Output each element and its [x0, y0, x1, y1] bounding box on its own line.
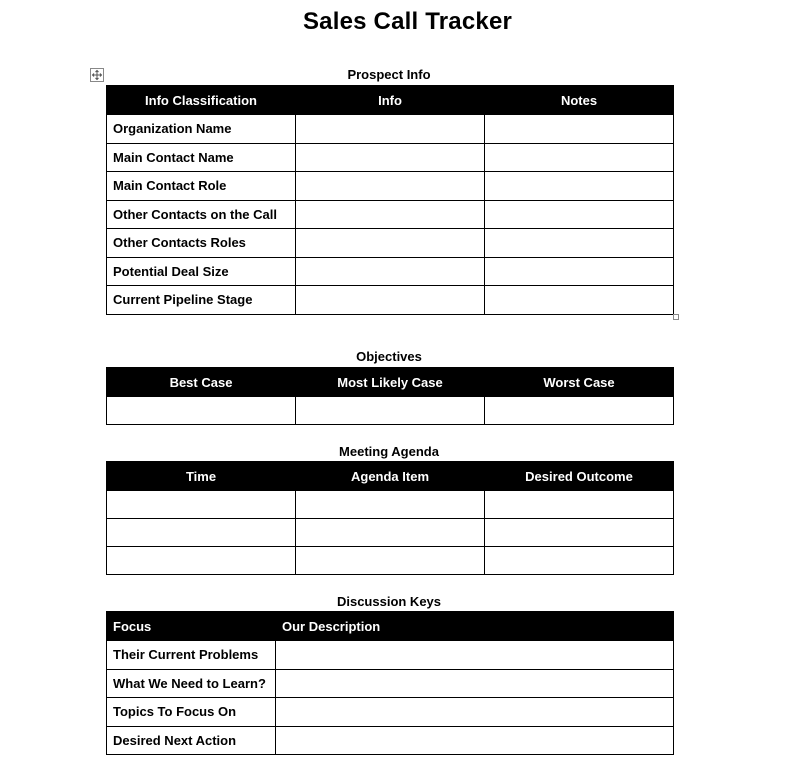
table-header-row — [107, 462, 674, 491]
time-cell[interactable] — [107, 547, 296, 575]
document-title: Sales Call Tracker — [302, 8, 513, 35]
table-move-handle-icon[interactable] — [90, 68, 104, 82]
header-worst-case: Worst Case — [485, 368, 674, 397]
prospect-info-caption: Prospect Info — [347, 67, 431, 82]
notes-cell[interactable] — [485, 229, 674, 258]
header-our-description: Our Description — [276, 612, 674, 641]
agenda-item-cell[interactable] — [296, 547, 485, 575]
row-label: Main Contact Role — [107, 172, 296, 201]
table-row — [107, 547, 674, 575]
row-label: Other Contacts Roles — [107, 229, 296, 258]
header-info-classification: Info Classification — [107, 86, 296, 115]
meeting-agenda-caption: Meeting Agenda — [339, 444, 439, 459]
row-label: Organization Name — [107, 115, 296, 144]
worst-case-cell[interactable] — [485, 397, 674, 425]
info-cell[interactable] — [296, 172, 485, 201]
notes-cell[interactable] — [485, 286, 674, 315]
row-label: Potential Deal Size — [107, 257, 296, 286]
description-cell[interactable] — [276, 726, 674, 755]
table-resize-handle-icon[interactable] — [673, 314, 679, 320]
row-label: Other Contacts on the Call — [107, 200, 296, 229]
table-row — [107, 397, 674, 425]
info-cell[interactable] — [296, 286, 485, 315]
row-label: Current Pipeline Stage — [107, 286, 296, 315]
table-row — [107, 200, 674, 229]
discussion-keys-caption: Discussion Keys — [336, 594, 442, 609]
header-info: Info — [296, 86, 485, 115]
time-cell[interactable] — [107, 519, 296, 547]
notes-cell[interactable] — [485, 172, 674, 201]
table-row — [107, 115, 674, 144]
header-time: Time — [107, 462, 296, 491]
objectives-table — [106, 367, 674, 425]
table-row — [107, 641, 674, 670]
table-row — [107, 519, 674, 547]
table-row — [107, 698, 674, 727]
table-row — [107, 229, 674, 258]
info-cell[interactable] — [296, 115, 485, 144]
desired-outcome-cell[interactable] — [485, 491, 674, 519]
table-row — [107, 286, 674, 315]
header-most-likely-case: Most Likely Case — [296, 368, 485, 397]
info-cell[interactable] — [296, 143, 485, 172]
header-notes: Notes — [485, 86, 674, 115]
best-case-cell[interactable] — [107, 397, 296, 425]
info-cell[interactable] — [296, 257, 485, 286]
row-label: Desired Next Action — [107, 726, 276, 755]
info-cell[interactable] — [296, 229, 485, 258]
table-row — [107, 143, 674, 172]
meeting-agenda-table — [106, 461, 674, 575]
description-cell[interactable] — [276, 641, 674, 670]
description-cell[interactable] — [276, 698, 674, 727]
row-label: Topics To Focus On — [107, 698, 276, 727]
row-label: Main Contact Name — [107, 143, 296, 172]
most-likely-case-cell[interactable] — [296, 397, 485, 425]
table-row — [107, 491, 674, 519]
table-row — [107, 669, 674, 698]
header-desired-outcome: Desired Outcome — [485, 462, 674, 491]
time-cell[interactable] — [107, 491, 296, 519]
table-header-row — [107, 86, 674, 115]
header-agenda-item: Agenda Item — [296, 462, 485, 491]
notes-cell[interactable] — [485, 200, 674, 229]
table-row — [107, 726, 674, 755]
header-focus: Focus — [107, 612, 276, 641]
notes-cell[interactable] — [485, 143, 674, 172]
desired-outcome-cell[interactable] — [485, 547, 674, 575]
row-label: What We Need to Learn? — [107, 669, 276, 698]
agenda-item-cell[interactable] — [296, 519, 485, 547]
table-header-row — [107, 612, 674, 641]
notes-cell[interactable] — [485, 257, 674, 286]
row-label: Their Current Problems — [107, 641, 276, 670]
objectives-caption: Objectives — [356, 349, 422, 364]
discussion-keys-table — [106, 611, 674, 755]
notes-cell[interactable] — [485, 115, 674, 144]
desired-outcome-cell[interactable] — [485, 519, 674, 547]
prospect-info-table — [106, 85, 674, 315]
agenda-item-cell[interactable] — [296, 491, 485, 519]
header-best-case: Best Case — [107, 368, 296, 397]
table-header-row — [107, 368, 674, 397]
table-row — [107, 172, 674, 201]
table-row — [107, 257, 674, 286]
info-cell[interactable] — [296, 200, 485, 229]
description-cell[interactable] — [276, 669, 674, 698]
